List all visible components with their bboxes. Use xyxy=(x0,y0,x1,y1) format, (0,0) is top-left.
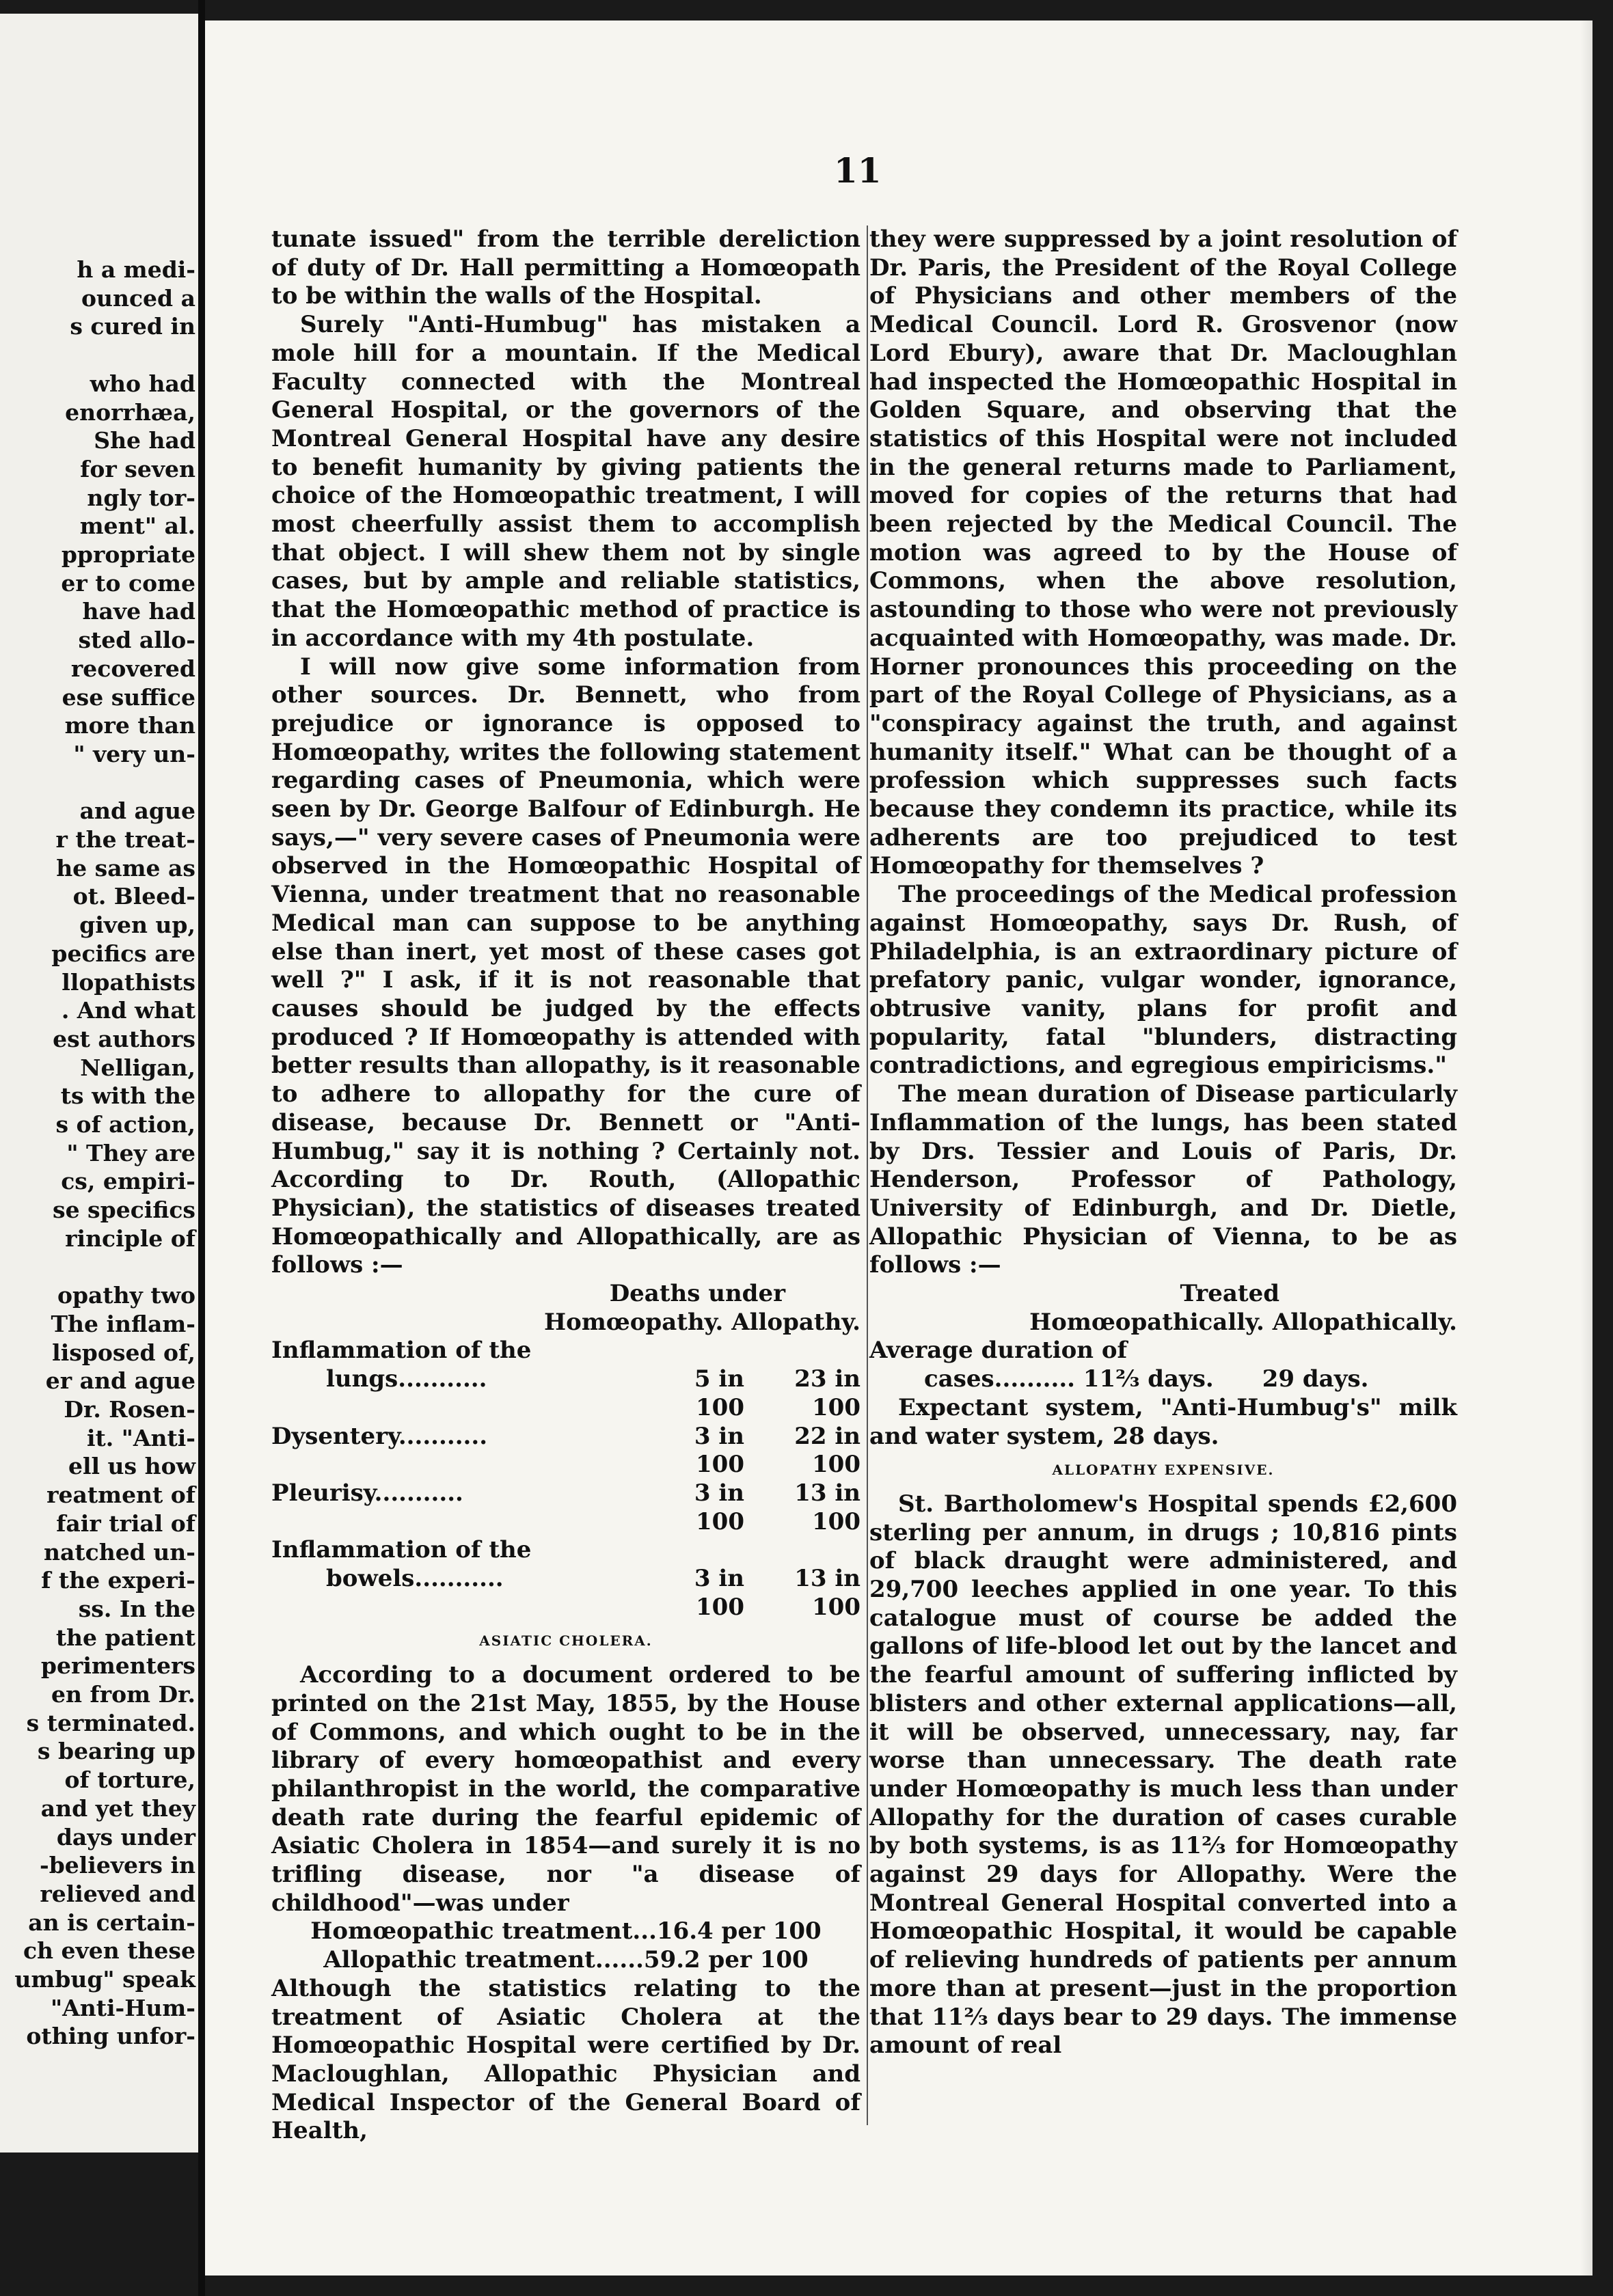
paragraph: The mean duration of Disease particularly Inflammation of the lungs, has been stated by Drs. Tessier and Louis of Paris, Dr. Henderson, Professor of Pathology, University of Edinburgh, and Dr. Dietle, Allopathic Physician of Vienna, to be as follows :— xyxy=(869,1080,1457,1279)
left-page-fragment: ngly tor- xyxy=(87,484,195,511)
paragraph: The proceedings of the Medical profession against Homœopathy, says Dr. Rush, of Philadelphia, is an extraordinary picture of prefatory panic, vulgar wonder, ignorance, obtrusive vanity, plans for profit and popularity, fatal "blunders, distracting contradictions, and egregious empiricisms." xyxy=(869,881,1457,1080)
left-page-fragment: perimenters xyxy=(40,1652,195,1680)
homeopathy-value: 3 in 100 xyxy=(694,1565,744,1621)
left-page-fragment: days under xyxy=(56,1823,195,1850)
left-page-fragment: given up, xyxy=(79,912,195,939)
left-page-fragment: it. "Anti- xyxy=(86,1424,195,1451)
left-page-fragment: relieved and xyxy=(40,1880,195,1907)
left-page-edge xyxy=(0,14,200,2152)
left-page-fragment: ment" al. xyxy=(79,512,195,540)
paragraph: Although the statistics relating to the treatment of Asiatic Cholera at the Homœopathic Hospital were certified by Dr. Macloughlan, Allopathic Physician and Medical Inspector of the General Board of Health, xyxy=(271,1974,860,2145)
row-label: lungs........... xyxy=(326,1365,487,1393)
left-page-fragment: have had xyxy=(82,598,195,625)
left-page-fragment: the patient xyxy=(55,1624,195,1651)
allopathy-value xyxy=(744,1536,860,1565)
left-page-fragment: othing unfor- xyxy=(26,2023,195,2050)
table-header: Treated xyxy=(1180,1280,1279,1308)
left-page-fragment: pecifics are xyxy=(51,940,195,967)
stat-line: Allopathic treatment......59.2 per 100 xyxy=(323,1946,809,1974)
table-header: Homœopathically. Allopathically. xyxy=(1029,1308,1457,1336)
allopathy-value: 22 in 100 xyxy=(794,1422,860,1479)
left-page-fragment: s cured in xyxy=(70,313,195,340)
left-page-fragment: ese suffice xyxy=(62,683,195,711)
section-heading: ASIATIC CHOLERA. xyxy=(479,1632,653,1650)
left-page-fragment: and yet they xyxy=(40,1794,195,1822)
table-row xyxy=(271,1365,860,1422)
left-page-fragment: Nelligan, xyxy=(80,1054,195,1081)
left-page-fragment: umbug" speak xyxy=(14,1966,195,1993)
left-page-fragment: he same as xyxy=(56,854,195,882)
left-page-fragment: r the treat- xyxy=(55,826,195,853)
left-page-fragment: er and ague xyxy=(45,1367,195,1395)
right-column xyxy=(869,226,1457,2060)
left-page-fragment: The inflam- xyxy=(51,1310,195,1337)
left-page-fragment: se specifics xyxy=(52,1197,195,1224)
row-label: Inflammation of the xyxy=(271,1536,532,1564)
allopathy-value xyxy=(744,1337,860,1365)
left-page-fragment: ounced a xyxy=(81,284,195,312)
left-page-fragment: llopathists xyxy=(62,968,195,996)
table-row xyxy=(271,1565,860,1622)
table-row: Average duration of xyxy=(869,1337,1128,1365)
left-page-fragment: lisposed of, xyxy=(52,1339,195,1366)
left-page-fragment: -believers in xyxy=(40,1852,195,1879)
left-column xyxy=(271,226,860,2146)
left-page-fragment: h a medi- xyxy=(77,256,195,283)
left-page-fragment: Dr. Rosen- xyxy=(64,1396,195,1423)
left-page-fragment: opathy two xyxy=(57,1282,195,1309)
paragraph: they were suppressed by a joint resolution of Dr. Paris, the President of the Royal College of Physicians and other members of the Medical Council. Lord R. Grosvenor (now Lord Ebury), aware that Dr. Macloughlan had inspected the Homœopathic Hospital in Golden Square, and observing that the statistics of this Hospital were not included in the general returns made to Parliament, moved for copies of the returns that had been rejected by the Medical Council. The motion was agreed to by the House of Commons, when the above resolution, astounding to those who were not previously acquainted with Homœopathy, was made. Dr. Horner pronounces this proceeding on the part of the Royal College of Physicians, as a "conspiracy against the truth, and against humanity itself." What can be thought of a profession which suppresses such facts because they condemn its practice, while its adherents are too prejudiced to test Homœopathy for themselves ? xyxy=(869,226,1457,880)
row-label: Pleurisy........... xyxy=(271,1479,463,1507)
left-page-fragment: more than xyxy=(64,712,195,739)
left-page-fragment: natched un- xyxy=(44,1538,195,1566)
table-row xyxy=(271,1479,860,1536)
left-page-fragment: ts with the xyxy=(60,1082,195,1110)
homeopathy-value: 3 in 100 xyxy=(694,1422,744,1479)
left-page-fragment: cs, empiri- xyxy=(61,1168,195,1195)
left-page-fragment: ot. Bleed- xyxy=(72,883,195,910)
left-page-fragment: fair trial of xyxy=(56,1509,195,1537)
left-page-fragment: " very un- xyxy=(73,740,195,767)
homeopathy-value xyxy=(642,1536,744,1565)
paragraph: Expectant system, "Anti-Humbug's" milk and water system, 28 days. xyxy=(869,1393,1457,1450)
left-page-fragment: f the experi- xyxy=(41,1567,195,1594)
stat-line: Homœopathic treatment...16.4 per 100 xyxy=(310,1917,822,1945)
left-page-fragment: rinciple of xyxy=(65,1225,195,1252)
row-label: Dysentery........... xyxy=(271,1422,488,1450)
table-header: Deaths under xyxy=(609,1280,785,1308)
row-label: bowels........... xyxy=(326,1565,504,1593)
left-page-fragment: for seven xyxy=(80,455,195,482)
page-number: 11 xyxy=(834,150,882,191)
table-row xyxy=(271,1536,860,1565)
row-label: Inflammation of the xyxy=(271,1337,532,1365)
book-gutter xyxy=(198,0,205,2296)
paragraph: St. Bartholomew's Hospital spends £2,600 sterling per annum, in drugs ; 10,816 pints of black draught were administered, and 29,700 leeches applied in one year. To this catalogue must of course be added the gallons of life-blood let out by the lancet and the fearful amount of suffering inflicted by blisters and other external applications—all, it will be observed, unnecessary, nay, far worse than unnecessary. The death rate under Homœopathy is much less than under Allopathy for the duration of cases curable by both systems, is as 11⅔ for Homœopathy against 29 days for Allopathy. Were the Montreal General Hospital converted into a Homœopathic Hospital, it would be capable of relieving hundreds of patients per annum more than at present—just in the proportion that 11⅔ days bear to 29 days. The immense amount of real xyxy=(869,1490,1457,2060)
left-page-fragment: . And what xyxy=(61,997,195,1024)
deaths-table xyxy=(271,1337,860,1622)
homeopathy-value: 3 in 100 xyxy=(694,1479,744,1535)
table-header: Homœopathy. Allopathy. xyxy=(544,1308,860,1336)
paragraph: I will now give some information from other sources. Dr. Bennett, who from prejudice or ignorance is opposed to Homœopathy, writes the following statement regarding cases of Pneumonia, which were seen by Dr. George Balfour of Edinburgh. He says,—" very severe cases of Pneumonia were observed in the Homœopathic Hospital of Vienna, under treatment that no reasonable Medical man can suppose to be anything else than inert, yet most of these cases got well ?" I ask, if it is not reasonable that causes should be judged by the effects produced ? If Homœopathy is attended with better results than allopathy, is it reasonable to adhere to allopathy for the cure of disease, because Dr. Bennett or "Anti-Humbug," say it is nothing ? Certainly not. According to Dr. Routh, (Allopathic Physician), the statistics of diseases treated Homœopathically and Allopathically, are as follows :— xyxy=(271,653,860,1279)
left-page-fragment: en from Dr. xyxy=(51,1681,195,1708)
paragraph: tunate issued" from the terrible dereliction of duty of Dr. Hall permitting a Homœopath to be within the walls of the Hospital. xyxy=(271,226,860,310)
allopathy-value: 13 in 100 xyxy=(794,1479,860,1535)
left-page-fragment: ell us how xyxy=(68,1453,195,1480)
paragraph: According to a document ordered to be printed on the 21st May, 1855, by the House of Commons, and which ought to be in the library of every homœopathist and every philanthropist in the world, the comparative death rate during the fearful epidemic of Asiatic Cholera in 1854—and surely it is no trifling disease, nor "a disease of childhood"—was under xyxy=(271,1661,860,1917)
page-edge xyxy=(1580,20,1592,2276)
left-page-fragment: est authors xyxy=(53,1025,195,1052)
left-page-fragment: of torture, xyxy=(64,1766,195,1794)
left-page-fragment: and ague xyxy=(79,797,195,825)
left-page-fragment: s bearing up xyxy=(37,1738,195,1765)
table-row xyxy=(271,1337,860,1365)
left-page-fragment: s of action, xyxy=(55,1111,195,1138)
left-page-fragment: sted allo- xyxy=(78,627,195,654)
left-page-fragment: who had xyxy=(90,370,195,397)
table-row: cases.......... 11⅔ days. 29 days. xyxy=(924,1365,1369,1393)
left-page-fragment: She had xyxy=(94,427,195,454)
homeopathy-value xyxy=(642,1337,744,1365)
left-page-fragment: " They are xyxy=(66,1139,195,1166)
left-page-fragment: er to come xyxy=(61,569,195,597)
allopathy-value: 13 in 100 xyxy=(794,1565,860,1621)
left-page-fragment: ch even these xyxy=(23,1937,195,1965)
left-page-fragment: "Anti-Hum- xyxy=(50,1994,195,2021)
homeopathy-value: 5 in 100 xyxy=(694,1365,744,1421)
table-row xyxy=(271,1423,860,1479)
left-page-fragment: an is certain- xyxy=(28,1909,195,1936)
left-page-fragment: enorrhæa, xyxy=(65,398,195,426)
paragraph: Surely "Anti-Humbug" has mistaken a mole hill for a mountain. If the Medical Faculty connected with the Montreal General Hospital, or the governors of the Montreal General Hospital have any desire to benefit humanity by giving patients the choice of the Homœopathic treatment, I will most cheerfully assist them to accomplish that object. I will shew them not by single cases, but by ample and reliable statistics, that the Homœopathic method of practice is in accordance with my 4th postulate. xyxy=(271,311,860,652)
left-page-fragment: ss. In the xyxy=(78,1595,195,1622)
section-heading: ALLOPATHY EXPENSIVE. xyxy=(1052,1462,1275,1479)
left-page-fragment: s terminated. xyxy=(26,1709,195,1736)
left-page-fragment: ppropriate xyxy=(61,541,195,568)
left-page-fragment: recovered xyxy=(70,655,195,682)
allopathy-value: 23 in 100 xyxy=(794,1365,860,1421)
left-page-fragment: reatment of xyxy=(46,1481,195,1509)
column-rule xyxy=(867,226,868,2125)
